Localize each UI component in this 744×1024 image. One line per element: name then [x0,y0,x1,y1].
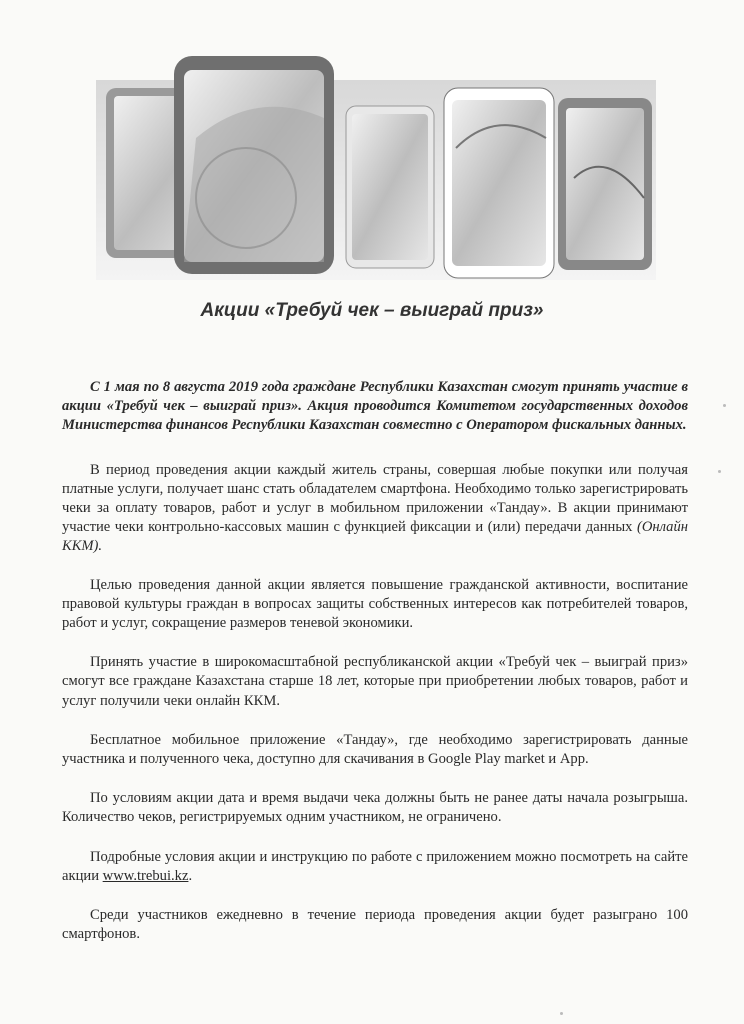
paragraph: Среди участников ежедневно в течение периода проведения акции будет разыграно 100 смартфонов. [62,907,688,943]
scan-speck [718,470,721,473]
phone-white-icon [444,88,554,278]
paragraph-text: В период проведения акции каждый житель страны, совершая любые покупки или получая платные услуги, получает шанс стать обладателем смартфона. Необходимо только зарегистрировать чеки за оплату товаров, работ и услуг в мобильном приложении «Тандау». В акции принимают участие чеки контрольно-кассовых машин с функцией фиксации и (или) передачи данных [62,461,688,536]
phone-large-icon [174,56,334,274]
paragraph: По условиям акции дата и время выдачи чека должны быть не ранее даты начала розыгрыша. Количество чеков, регистрируемых одним участником, не ограничено. [62,790,688,826]
paragraph-end: . [188,867,193,884]
scan-speck [560,1012,563,1015]
phone-small-icon [346,106,434,268]
paragraph: Бесплатное мобильное приложение «Тандау», где необходимо зарегистрировать данные участника и полученного чека, доступно для скачивания в Google Play market и App. [62,731,688,768]
paragraph [62,461,688,557]
site-link[interactable]: www.trebui.kz [102,867,189,884]
paragraph [62,848,688,886]
scan-speck [723,404,726,407]
tablet-right-icon [558,98,652,270]
page-title: Акции «Требуй чек – выиграй приз» [200,300,544,321]
paragraph: Целью проведения данной акции является повышение гражданской активности, воспитание правовой культуры граждан в вопросах защиты собственных интересов как потребителей товаров, работ и услуг, сокращение размеров теневой экономики. [62,576,688,632]
paragraph-text: Подробные условия акции и инструкцию по работе с приложением можно посмотреть на сайте акции [62,848,688,884]
document-body [62,378,688,964]
devices-image [96,48,656,286]
paragraph: Принять участие в широкомасштабной республиканской акции «Требуй чек – выиграй приз» смогут все граждане Казахстана старше 18 лет, которые при приобретении любых товаров, работ и услуг получили чеки онлайн ККМ. [62,654,688,709]
intro-paragraph: С 1 мая по 8 августа 2019 года граждане Республики Казахстан смогут принять участие в акции «Требуй чек – выиграй приз». Акция проводится Комитетом государственных доходов Министерства финансов Республики Казахстан совместно с Оператором фискальных данных. [62,379,688,434]
paragraph-italic-text: (Онлайн ККМ). [62,519,688,555]
